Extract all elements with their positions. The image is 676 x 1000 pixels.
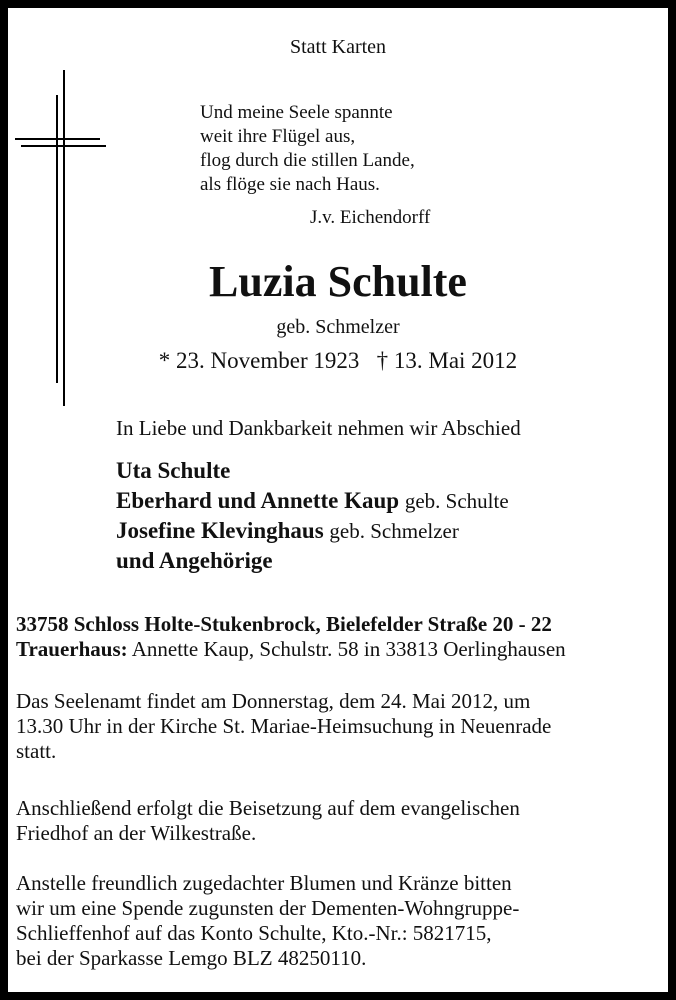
mourner-note: geb. Schmelzer: [329, 519, 459, 543]
donation-paragraph: [16, 871, 666, 971]
mourner-name: Eberhard und Annette Kaup: [116, 488, 400, 513]
poem-line: Und meine Seele spannte: [200, 102, 393, 123]
obituary-notice: [8, 8, 668, 992]
paragraph-line: Schlieffenhof auf das Konto Schulte, Kto.-Nr.: 5821715,: [16, 921, 492, 945]
paragraph-line: statt.: [16, 739, 57, 763]
paragraph-line: Friedhof an der Wilkestraße.: [16, 821, 257, 845]
trauerhaus-label: Trauerhaus:: [16, 637, 128, 661]
mourner-name: Josefine Klevinghaus: [116, 518, 324, 543]
deceased-name: Luzia Schulte: [209, 257, 467, 306]
farewell-text: In Liebe und Dankbarkeit nehmen wir Abschied: [116, 416, 521, 440]
paragraph-line: 13.30 Uhr in der Kirche St. Mariae-Heimsuchung in Neuenrade: [16, 714, 552, 738]
mourner-name: Uta Schulte: [116, 458, 231, 483]
poem-author: J.v. Eichendorff: [310, 207, 431, 228]
mourners-list: [116, 456, 509, 576]
service-paragraph: [16, 689, 666, 764]
death-date: † 13. Mai 2012: [376, 348, 518, 373]
paragraph-line: wir um eine Spende zugunsten der Dementen-Wohngruppe-: [16, 896, 520, 920]
paragraph-line: bei der Sparkasse Lemgo BLZ 48250110.: [16, 946, 367, 970]
life-dates: [0, 348, 676, 374]
address-line: 33758 Schloss Holte-Stukenbrock, Bielefelder Straße 20 - 22: [16, 612, 552, 636]
birth-date: * 23. November 1923: [158, 348, 360, 373]
mourner-note: geb. Schulte: [404, 489, 509, 513]
paragraph-line: Anschließend erfolgt die Beisetzung auf dem evangelischen: [16, 796, 520, 820]
address-block: [16, 612, 566, 662]
poem-line: weit ihre Flügel aus,: [200, 126, 356, 147]
mourner-name: und Angehörige: [116, 548, 273, 573]
paragraph-line: Anstelle freundlich zugedachter Blumen und Kränze bitten: [16, 871, 512, 895]
burial-paragraph: [16, 796, 666, 846]
poem-line: als flöge sie nach Haus.: [200, 174, 380, 195]
paragraph-line: Das Seelenamt findet am Donnerstag, dem 24. Mai 2012, um: [16, 689, 531, 713]
poem-line: flog durch die stillen Lande,: [200, 150, 415, 171]
poem: [200, 101, 415, 197]
trauerhaus-value: Annette Kaup, Schulstr. 58 in 33813 Oerlinghausen: [131, 637, 566, 661]
deceased-maiden-name: geb. Schmelzer: [276, 316, 400, 338]
header-title: Statt Karten: [289, 36, 387, 58]
